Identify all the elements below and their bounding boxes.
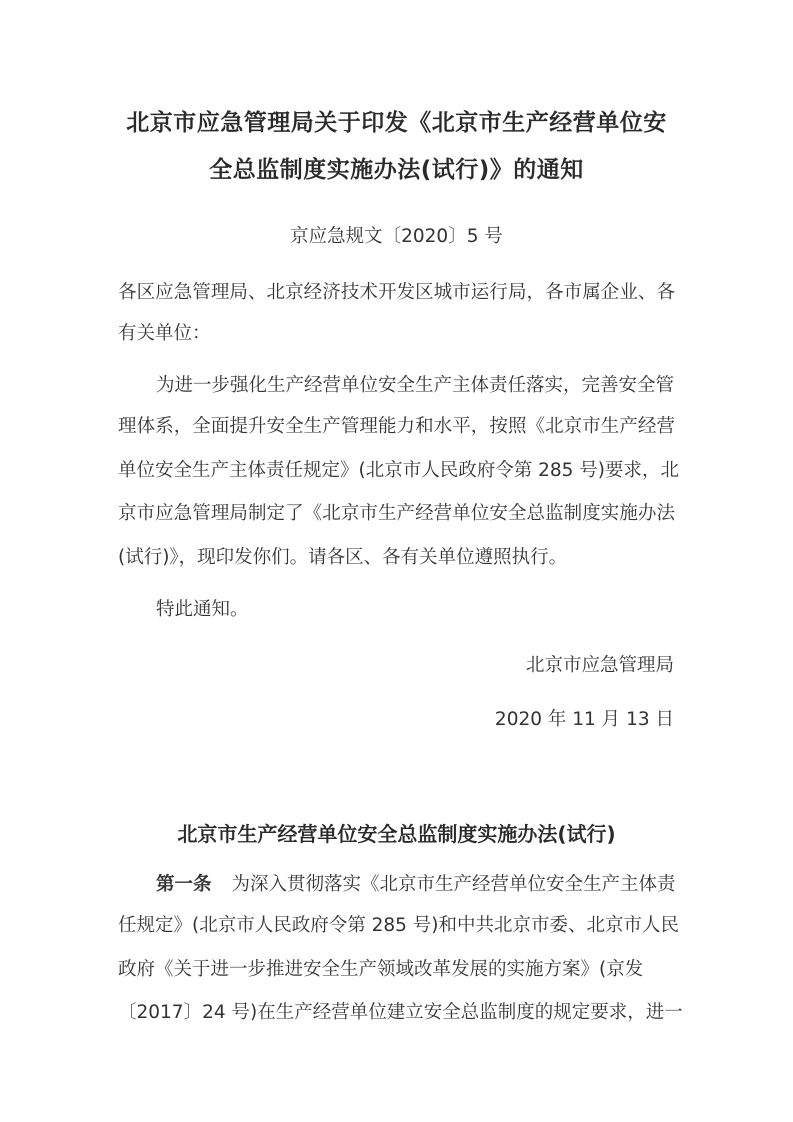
- document-title-line-2: 全总监制度实施办法(试行)》的通知: [209, 157, 584, 183]
- article-1-label: 第一条: [156, 874, 212, 895]
- article-1-line-2: 任规定》(北京市人民政府令第 285 号)和中共北京市委、北京市人民: [118, 915, 680, 936]
- article-1-first-line: [156, 873, 676, 897]
- article-1-line-3: 政府《关于进一步推进安全生产领域改革发展的实施方案》(京发: [118, 959, 644, 980]
- article-1-line-4: 〔2017〕24 号)在生产经营单位建立安全总监制度的规定要求，进一: [118, 1002, 683, 1023]
- date: 2020 年 11 月 13 日: [494, 709, 674, 730]
- article-1-text: 为深入贯彻落实《北京市生产经营单位安全生产主体责: [231, 874, 676, 895]
- body-line-5: (试行)》，现印发你们。请各区、各有关单位遵照执行。: [118, 547, 568, 568]
- recipients-line-2: 有关单位：: [118, 323, 211, 344]
- recipients-line-1: 各区应急管理局、北京经济技术开发区城市运行局，各市属企业、各: [118, 282, 675, 303]
- body-line-3: 单位安全生产主体责任规定》(北京市人民政府令第 285 号)要求，北: [118, 460, 680, 481]
- signature: 北京市应急管理局: [525, 655, 674, 676]
- body-line-4: 京市应急管理局制定了《北京市生产经营单位安全总监制度实施办法: [118, 503, 675, 524]
- attachment-title: 北京市生产经营单位安全总监制度实施办法(试行): [177, 822, 616, 846]
- body-line-1: 为进一步强化生产经营单位安全生产主体责任落实，完善安全管: [156, 375, 675, 396]
- document-title-line-1: 北京市应急管理局关于印发《北京市生产经营单位安: [126, 110, 667, 136]
- document-number: 京应急规文〔2020〕5 号: [290, 226, 503, 247]
- body-line-2: 理体系，全面提升安全生产管理能力和水平，按照《北京市生产经营: [118, 416, 675, 437]
- closing-text: 特此通知。: [156, 599, 249, 620]
